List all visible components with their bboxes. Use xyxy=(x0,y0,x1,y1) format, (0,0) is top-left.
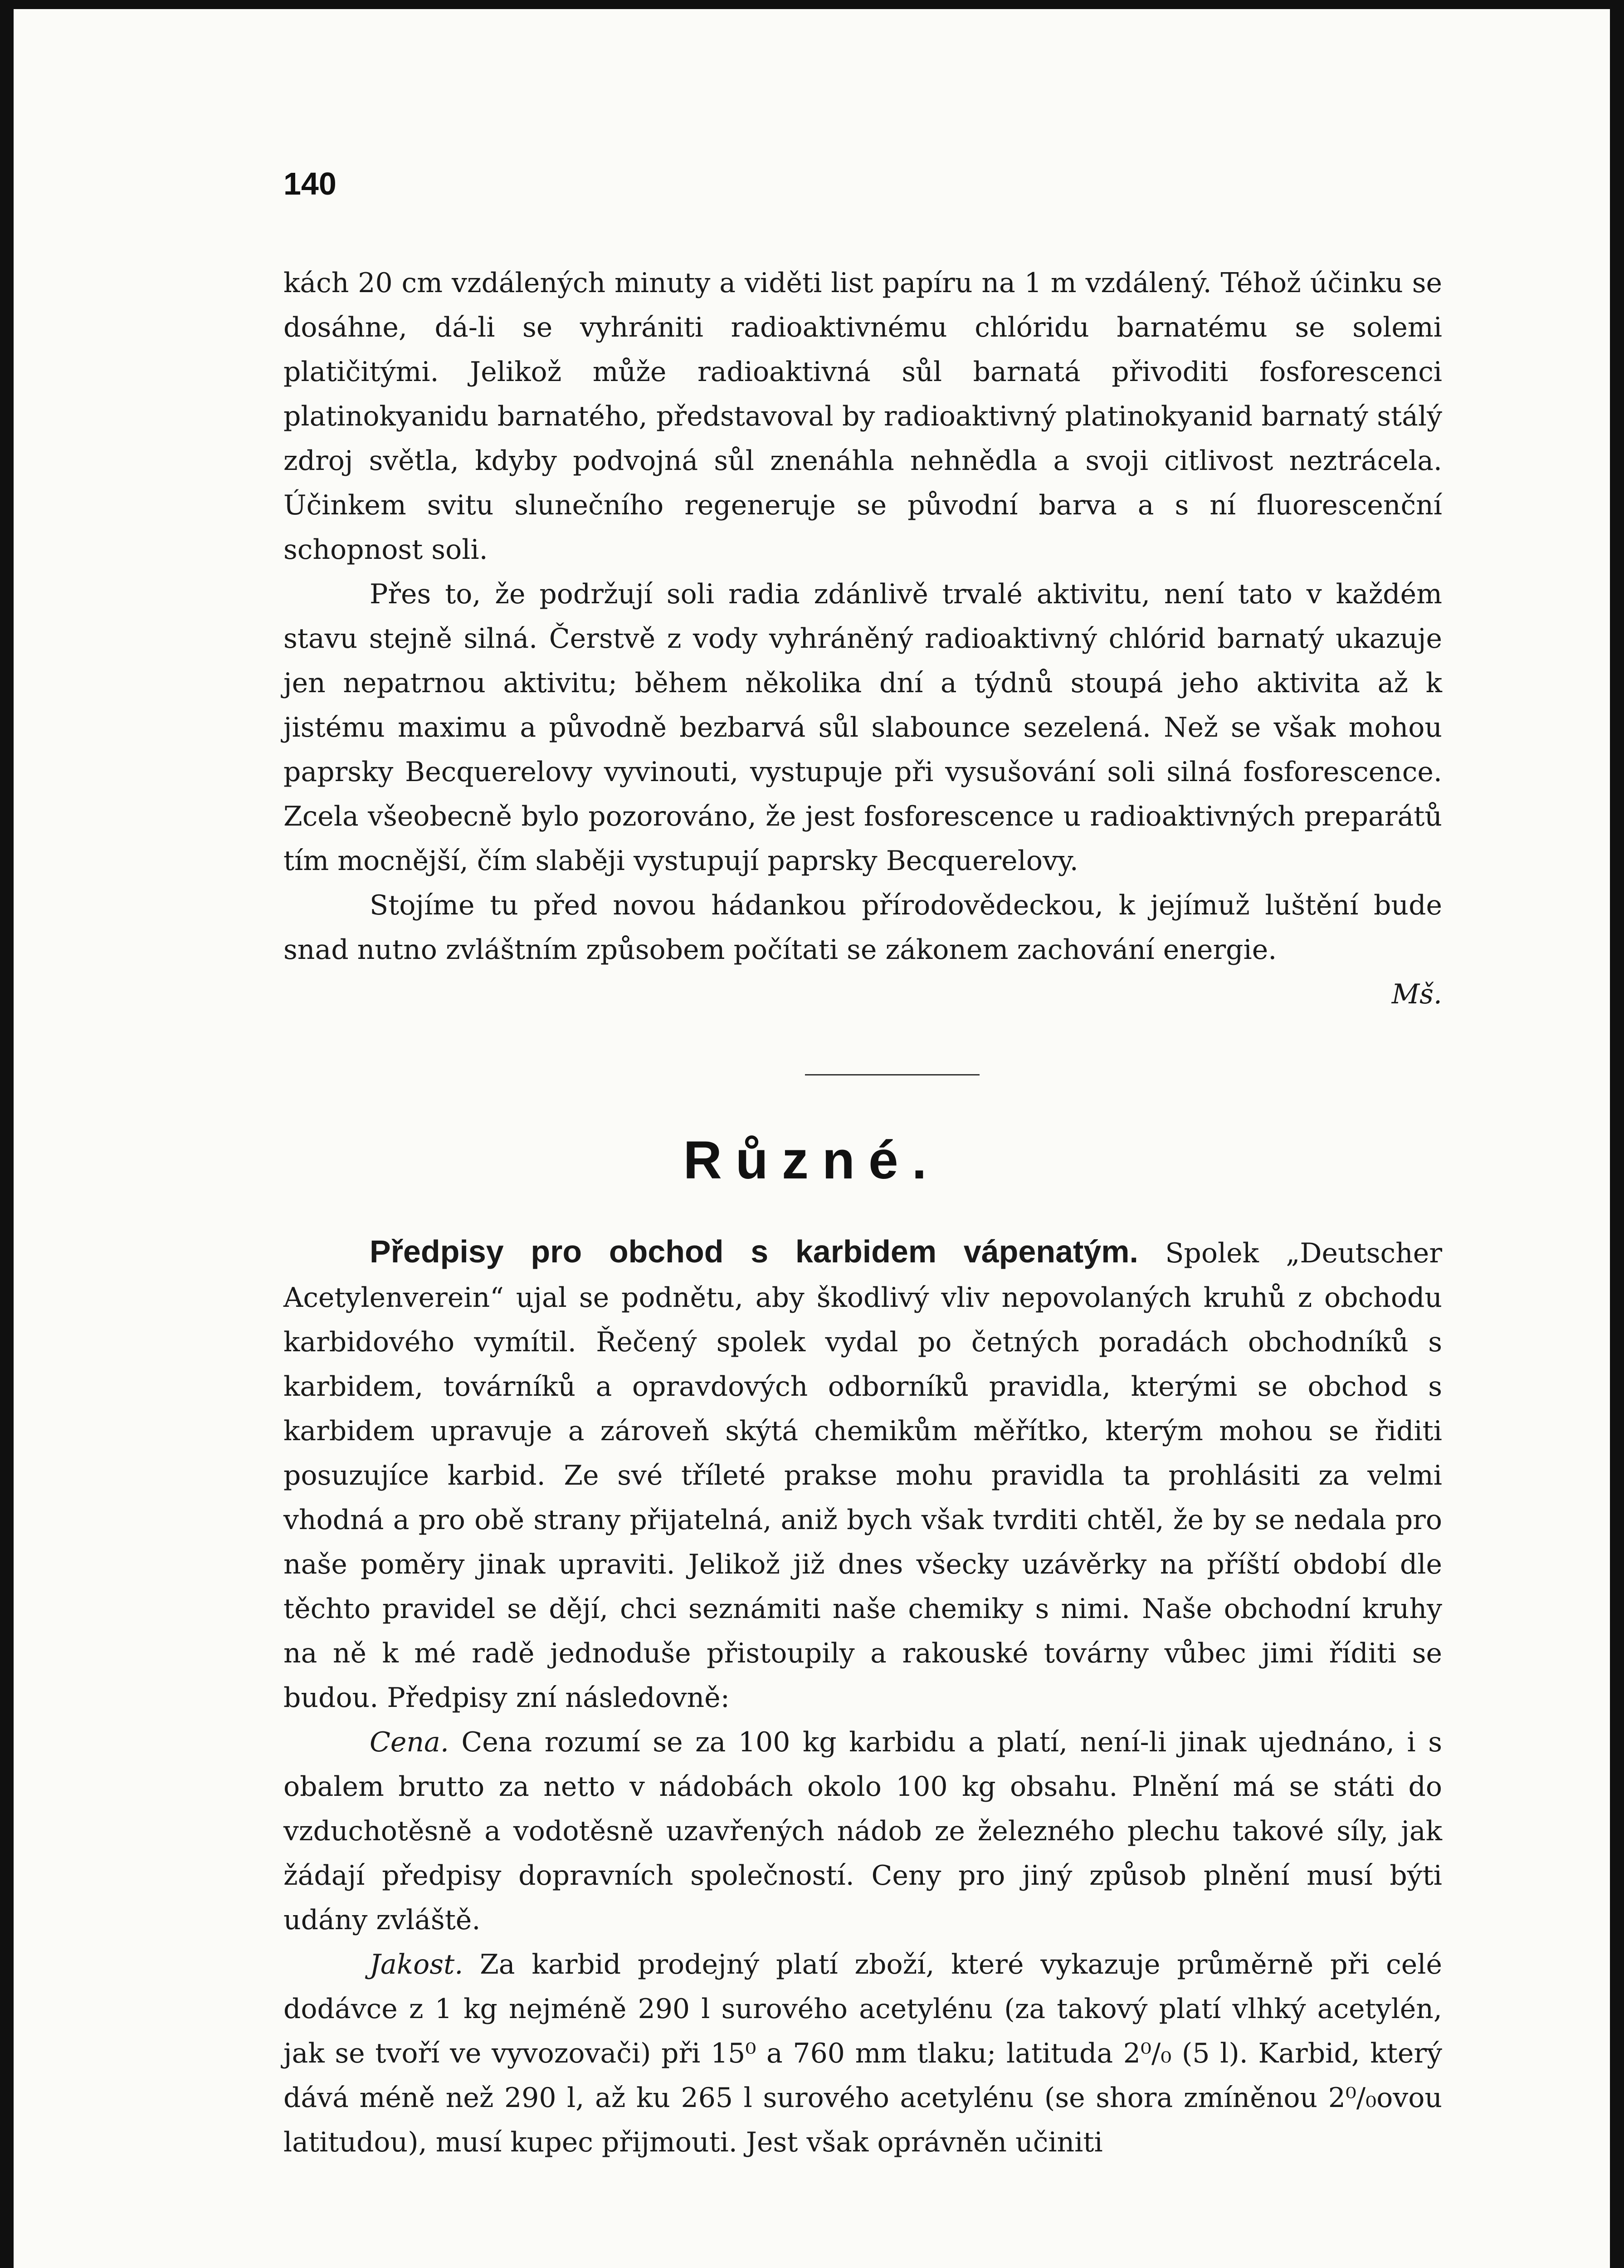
paragraph: Přes to, že podržují soli radia zdánlivě trvalé aktivitu, není tato v každém stavu stejně silná. Čerstvě z vody vyhráněný radioaktivný chlórid barnatý ukazuje jen nepatrnou aktivitu; během několika dní a týdnů stoupá jeho aktivita až k jistému maximu a původně bezbarvá sůl slabounce sezelená. Než se však mohou paprsky Becquerelovy vyvinouti, vystupuje při vysušování soli silná fosforescence. Zcela všeobecně bylo pozorováno, že jest fosforescence u radioaktivných preparátů tím mocnější, čím slaběji vystupují paprsky Becquerelovy. xyxy=(283,578,1442,877)
continued-article xyxy=(283,261,1442,1017)
article-intro-paragraph xyxy=(283,1229,1442,1720)
jakost-label: Jakost. xyxy=(370,1949,463,1980)
page-number: 140 xyxy=(283,166,337,201)
jakost-text: Za karbid prodejný platí zboží, které vykazuje průměrně při celé dodávce z 1 kg nejméně 290 l surového acetylénu (za takový platí vlhký acetylén, jak se tvoří ve vyvozovači) při 15⁰ a 760 mm tlaku; latituda 2⁰/₀ (5 l). Karbid, který dává méně než 290 l, až ku 265 l surového acetylénu (se shora zmíněnou 2⁰/₀ovou latitudou), musí kupec přijmouti. Jest však oprávněn učiniti xyxy=(283,1949,1442,2158)
article xyxy=(283,1229,1442,2165)
paragraph: Stojíme tu před novou hádankou přírodovědeckou, k jejímuž luštění bude snad nutno zvláštním způsobem počítati se zákonem zachování energie. xyxy=(283,890,1442,966)
section-title: Různé. xyxy=(683,1130,941,1190)
paragraph-cena xyxy=(283,1720,1442,1942)
article-heading: Předpisy pro obchod s karbidem vápenatým. xyxy=(370,1234,1138,1269)
cena-text: Cena rozumí se za 100 kg karbidu a platí, není-li jinak ujednáno, i s obalem brutto za netto v nádobách okolo 100 kg obsahu. Plnění má se státi do vzduchotěsně a vodotěsně uzavřených nádob ze železného plechu takové síly, jak žádají předpisy dopravních společností. Ceny pro jiný způsob plnění musí býti udány zvláště. xyxy=(283,1726,1443,1936)
paragraph-jakost xyxy=(283,1942,1442,2165)
article-intro: Spolek „Deutscher Acetylenverein“ ujal se podnětu, aby škodlivý vliv nepovolaných kruhů z obchodu karbidového vymítil. Řečený spolek vydal po četných poradách obchodníků s karbidem, továrníků a opravdových odborníků pravidla, kterými se obchod s karbidem upravuje a zároveň skýtá chemikům měřítko, kterým mohou se řiditi posuzujíce karbid. Ze své tříleté prakse mohu pravidla ta prohlásiti za velmi vhodná a pro obě strany přijatelná, aniž bych však tvrditi chtěl, že by se nedala pro naše poměry jinak upraviti. Jelikož již dnes všecky uzávěrky na příští období dle těchto pravidel se dějí, chci seznámiti naše chemiky s nimi. Naše obchodní kruhy na ně k mé radě jednoduše přistoupily a rakouské továrny vůbec jimi říditi se budou. Předpisy zní následovně: xyxy=(283,1237,1442,1714)
document-page xyxy=(14,9,1610,2268)
section-divider xyxy=(805,1074,980,1075)
paragraph: kách 20 cm vzdálených minuty a viděti list papíru na 1 m vzdálený. Téhož účinku se dosáhne, dá-li se vyhrániti radioaktivnému chlóridu barnatému se solemi platičitými. Jelikož může radioaktivná sůl barnatá přivoditi fosforescenci platinokyanidu barnatého, představoval by radioaktivný platinokyanid barnatý stálý zdroj světla, kdyby podvojná sůl znenáhla nehnědla a svoji citlivost neztrácela. Účinkem svitu slunečního regeneruje se původní barva a s ní fluorescenční schopnost soli. xyxy=(283,267,1442,566)
author-signature: Mš. xyxy=(1391,978,1442,1010)
cena-label: Cena. xyxy=(370,1726,449,1758)
